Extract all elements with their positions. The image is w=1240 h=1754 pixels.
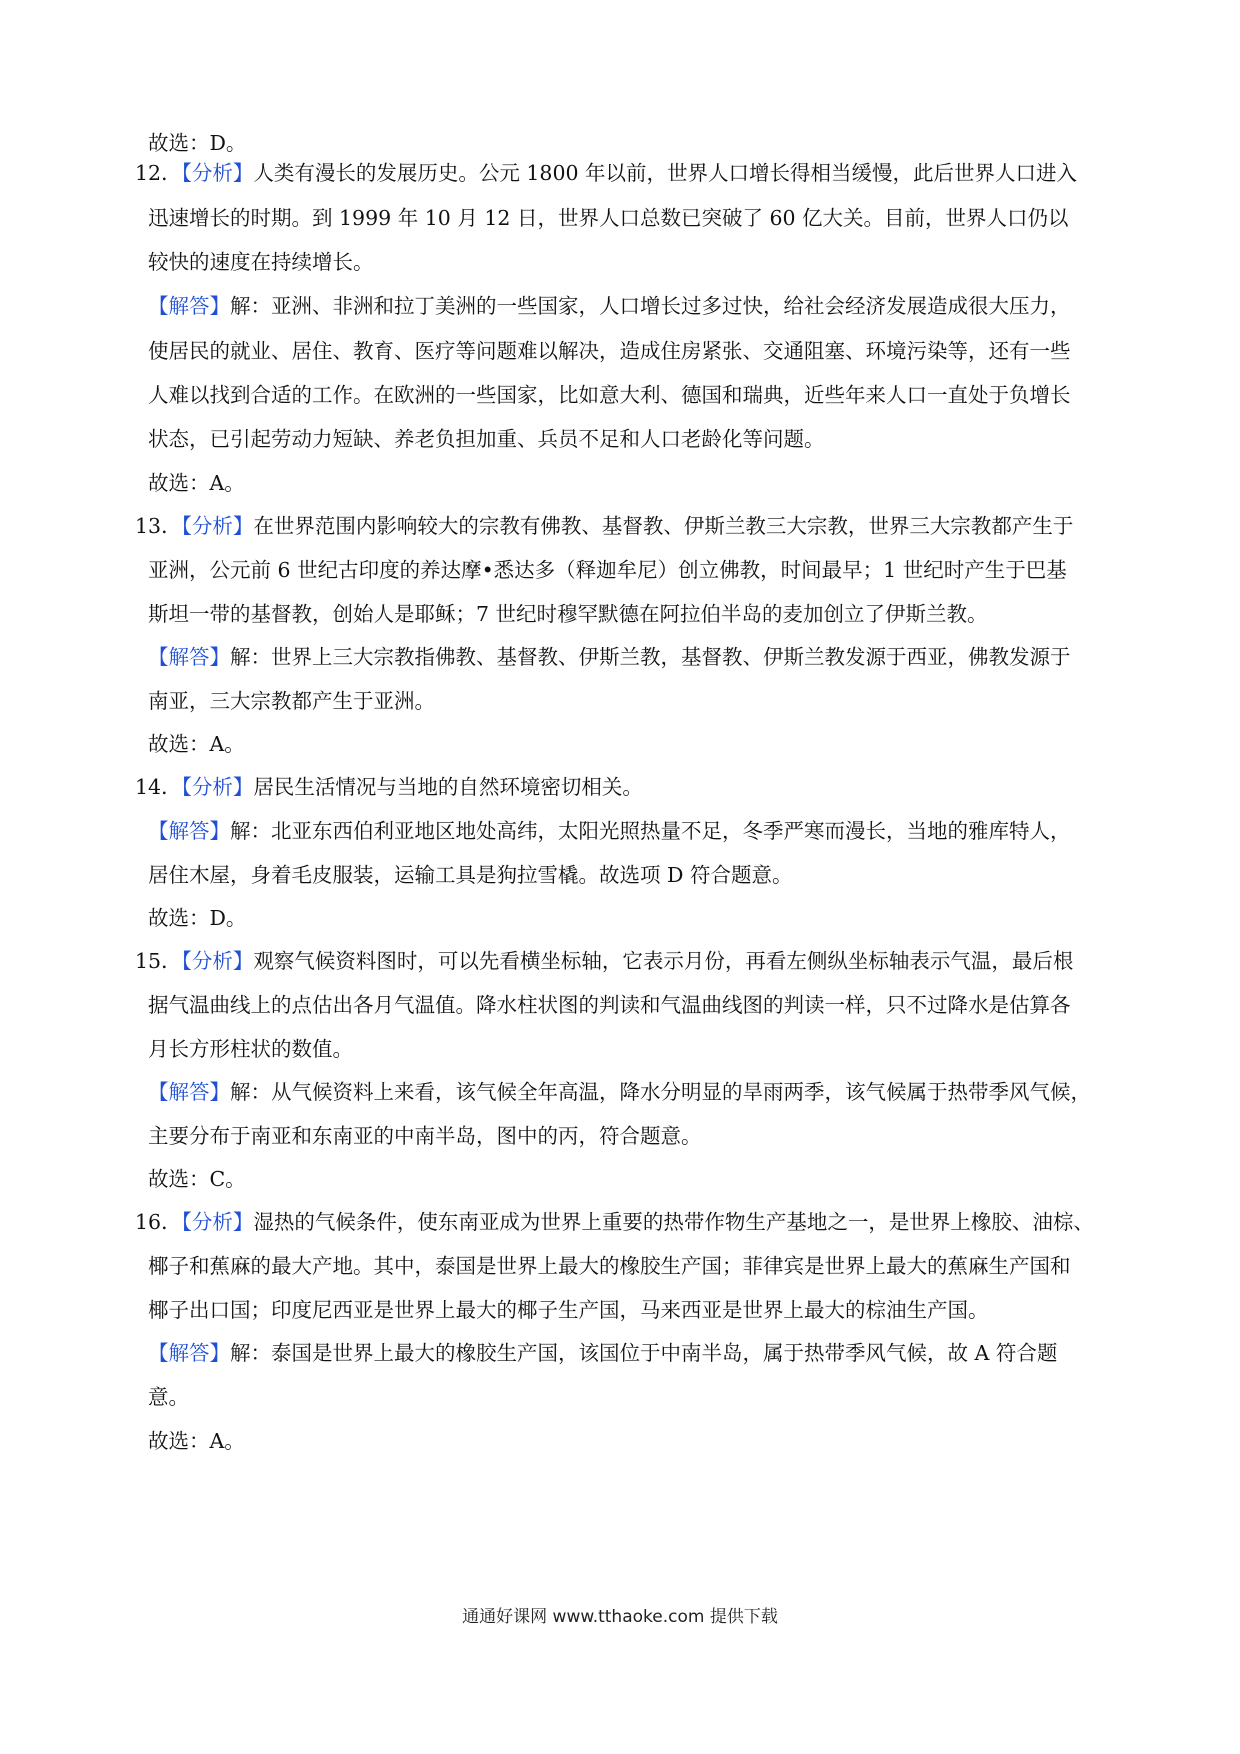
q12-answer [0, 468, 245, 498]
analysis-text: 亚洲，公元前 6 世纪古印度的养达摩•悉达多（释迦牟尼）创立佛教，时间最早；1 世纪时产生于巴基 [148, 558, 1067, 582]
analysis-text: 较快的速度在持续增长。 [148, 250, 374, 274]
q14-analysis-line-1 [0, 772, 643, 802]
solution-text: 状态，已引起劳动力短缺、养老负担加重、兵员不足和人口老龄化等问题。 [148, 427, 825, 451]
solution-text: 解：北亚东西伯利亚地区地处高纬，太阳光照热量不足，冬季严寒而漫长，当地的雅库特人， [230, 819, 1071, 843]
q13-analysis-line-1 [0, 511, 1073, 541]
q16-analysis-line-2 [0, 1251, 1071, 1281]
q16-analysis-line-3 [0, 1295, 989, 1325]
q12-solution-line-3 [0, 380, 1071, 410]
analysis-text: 湿热的气候条件，使东南亚成为世界上重要的热带作物生产基地之一，是世界上橡胶、油棕、 [253, 1210, 1094, 1234]
solution-text: 居住木屋，身着毛皮服装，运输工具是狗拉雪橇。故选项 D 符合题意。 [148, 863, 793, 887]
analysis-tag: 【分析】 [181, 1210, 254, 1234]
solution-text: 南亚，三大宗教都产生于亚洲。 [148, 689, 435, 713]
analysis-text: 椰子出口国；印度尼西亚是世界上最大的椰子生产国，马来西亚是世界上最大的棕油生产国。 [148, 1298, 989, 1322]
solution-text: 意。 [148, 1385, 189, 1409]
q15-solution-line-2 [0, 1121, 702, 1151]
q15-answer [0, 1164, 246, 1194]
solution-tag: 【解答】 [148, 819, 230, 843]
analysis-text: 椰子和蕉麻的最大产地。其中，泰国是世界上最大的橡胶生产国；菲律宾是世界上最大的蕉麻生产国和 [148, 1254, 1071, 1278]
q12-analysis-line-3 [0, 247, 374, 277]
q16-solution-line-1 [0, 1338, 1057, 1368]
analysis-text: 月长方形柱状的数值。 [148, 1037, 353, 1061]
analysis-text: 人类有漫长的发展历史。公元 1800 年以前，世界人口增长得相当缓慢，此后世界人口进入 [253, 161, 1078, 185]
answer-text: 故选：D。 [148, 906, 247, 930]
answer-text: 故选：A。 [148, 471, 245, 495]
solution-text: 主要分布于南亚和东南亚的中南半岛，图中的丙，符合题意。 [148, 1124, 702, 1148]
q15-analysis-line-3 [0, 1034, 353, 1064]
q16-answer [0, 1426, 245, 1456]
analysis-text: 据气温曲线上的点估出各月气温值。降水柱状图的判读和气温曲线图的判读一样，只不过降水是估算各 [148, 993, 1071, 1017]
page-footer: 通通好课网 www.tthaoke.com 提供下载 [462, 1607, 778, 1627]
answer-text: 故选：A。 [148, 732, 245, 756]
analysis-tag: 【分析】 [181, 775, 254, 799]
solution-text: 使居民的就业、居住、教育、医疗等问题难以解决，造成住房紧张、交通阻塞、环境污染等，还有一些 [148, 339, 1071, 363]
analysis-tag: 【分析】 [181, 161, 254, 185]
q15-analysis-line-2 [0, 990, 1071, 1020]
solution-tag: 【解答】 [148, 1341, 230, 1365]
q12-analysis-line-1 [0, 158, 1077, 188]
answer-choice-11 [0, 128, 246, 158]
answer-text: 故选：C。 [148, 1167, 246, 1191]
analysis-text: 居民生活情况与当地的自然环境密切相关。 [253, 775, 643, 799]
question-number: 14． [135, 775, 182, 799]
question-number: 12． [135, 161, 182, 185]
analysis-tag: 【分析】 [181, 949, 254, 973]
q13-solution-line-2 [0, 686, 435, 716]
q14-solution-line-1 [0, 816, 1071, 846]
answer-text: 故选：A。 [148, 1429, 245, 1453]
solution-text: 解：世界上三大宗教指佛教、基督教、伊斯兰教，基督教、伊斯兰教发源于西亚，佛教发源于 [230, 645, 1071, 669]
solution-text: 人难以找到合适的工作。在欧洲的一些国家，比如意大利、德国和瑞典，近些年来人口一直处于负增长 [148, 383, 1071, 407]
analysis-tag: 【分析】 [181, 514, 254, 538]
q13-answer [0, 729, 245, 759]
q12-analysis-line-2 [0, 203, 1069, 233]
q15-analysis-line-1 [0, 946, 1073, 976]
q14-answer [0, 903, 246, 933]
q16-solution-line-2 [0, 1382, 189, 1412]
analysis-text: 斯坦一带的基督教，创始人是耶稣；7 世纪时穆罕默德在阿拉伯半岛的麦加创立了伊斯兰教。 [148, 602, 988, 626]
analysis-text: 在世界范围内影响较大的宗教有佛教、基督教、伊斯兰教三大宗教，世界三大宗教都产生于 [253, 514, 1074, 538]
answer-text: 故选：D。 [148, 131, 247, 155]
q13-analysis-line-3 [0, 599, 988, 629]
solution-text: 解：从气候资料上来看，该气候全年高温，降水分明显的旱雨两季，该气候属于热带季风气候， [230, 1080, 1091, 1104]
solution-tag: 【解答】 [148, 1080, 230, 1104]
question-number: 15． [135, 949, 182, 973]
analysis-text: 迅速增长的时期。到 1999 年 10 月 12 日，世界人口总数已突破了 60 亿大关。目前，世界人口仍以 [148, 206, 1069, 230]
q13-analysis-line-2 [0, 555, 1067, 585]
q15-solution-line-1 [0, 1077, 1091, 1107]
question-number: 16． [135, 1210, 182, 1234]
q13-solution-line-1 [0, 642, 1071, 672]
q12-solution-line-1 [0, 291, 1071, 321]
solution-text: 解：泰国是世界上最大的橡胶生产国，该国位于中南半岛，属于热带季风气候，故 A 符合题 [230, 1341, 1058, 1365]
solution-tag: 【解答】 [148, 645, 230, 669]
q12-solution-line-4 [0, 424, 825, 454]
solution-text: 解：亚洲、非洲和拉丁美洲的一些国家，人口增长过多过快，给社会经济发展造成很大压力， [230, 294, 1071, 318]
analysis-text: 观察气候资料图时，可以先看横坐标轴，它表示月份，再看左侧纵坐标轴表示气温，最后根 [253, 949, 1074, 973]
solution-tag: 【解答】 [148, 294, 230, 318]
q12-solution-line-2 [0, 336, 1071, 366]
q16-analysis-line-1 [0, 1207, 1094, 1237]
q14-solution-line-2 [0, 860, 792, 890]
question-number: 13． [135, 514, 182, 538]
